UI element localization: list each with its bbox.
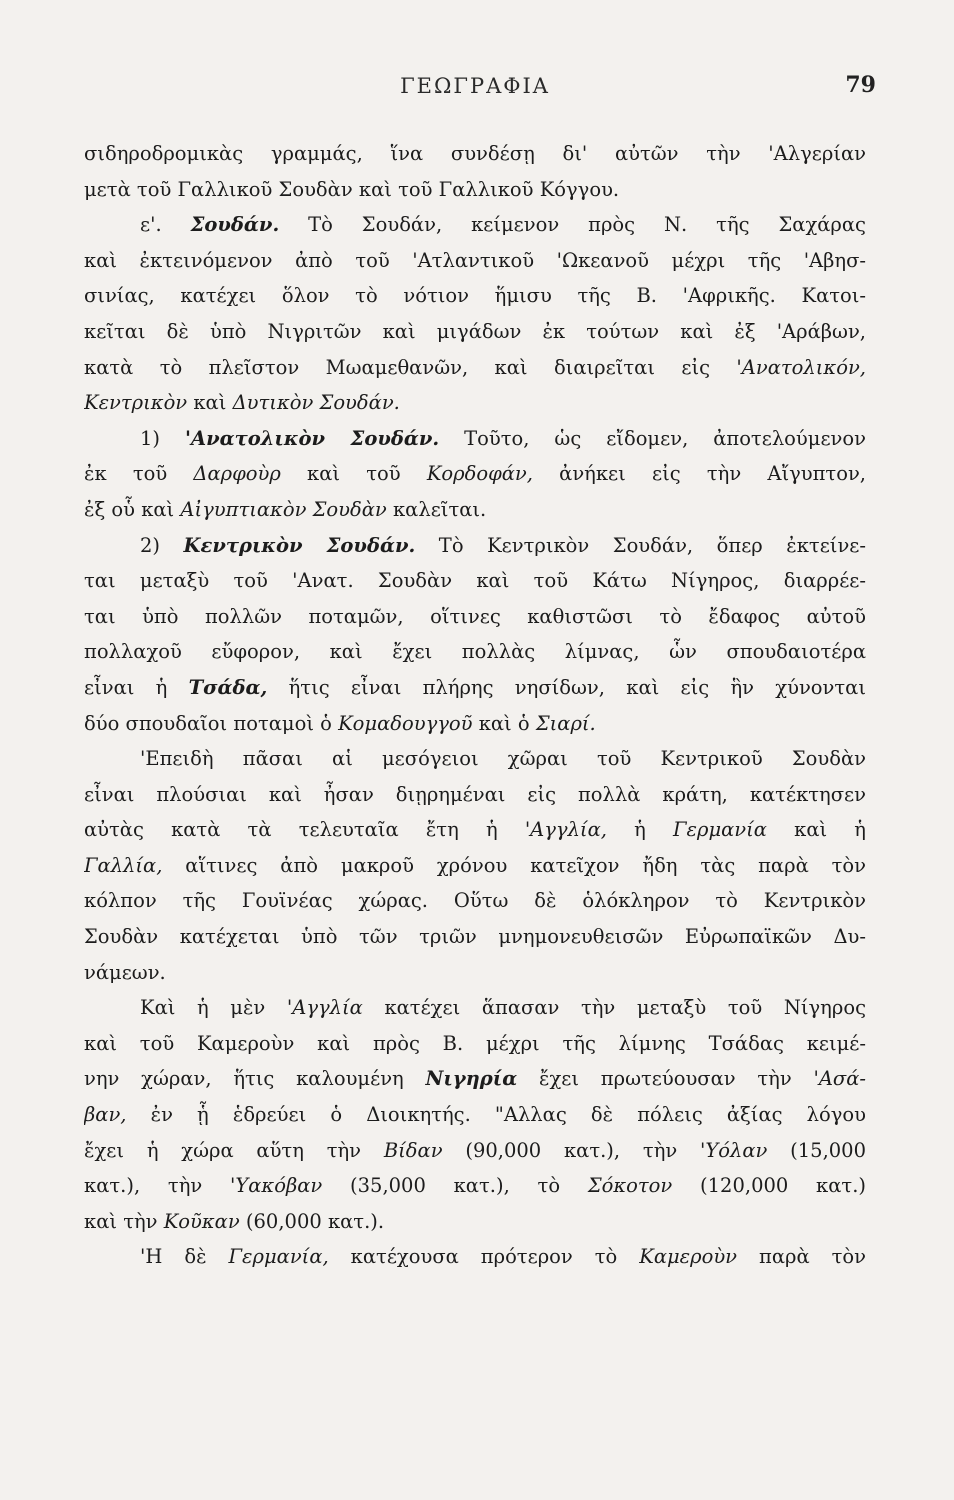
text-line: [84, 492, 866, 528]
text-line: [84, 670, 866, 706]
text-run: 'Αγγλία,: [524, 818, 607, 842]
text-line: [84, 136, 866, 172]
text-run: καὶ ἡ: [766, 818, 866, 842]
text-line: [84, 563, 866, 599]
text-run: σινίας, κατέχει ὅλον τὸ νότιον ἥμισυ τῆς Β. 'Αφρικῆς. Κατοι-: [84, 284, 866, 308]
text-line: [84, 777, 866, 813]
text-run: Γαλλία,: [84, 853, 163, 877]
text-run: 'Ασά-: [813, 1067, 866, 1091]
text-run: καὶ τοῦ: [280, 462, 427, 486]
text-run: (120,000 κατ.): [672, 1174, 866, 1198]
text-run: ἔχει πρωτεύουσαν τὴν: [517, 1067, 814, 1091]
text-run: αὐτὰς κατὰ τὰ τελευταῖα ἔτη ἡ: [84, 818, 525, 842]
text-line: [84, 1239, 866, 1275]
text-line: [84, 243, 866, 279]
text-line: [84, 207, 866, 243]
text-run: ἐν ᾗ ἑδρεύει ὁ Διοικητής. "Αλλας δὲ πόλεις ἀξίας λόγου: [126, 1103, 866, 1127]
text-line: [84, 741, 866, 777]
text-run: ἡ: [606, 818, 673, 842]
text-run: ἔχει ἡ χώρα αὕτη τὴν: [84, 1138, 384, 1162]
text-run: Τὸ Κεντρικὸν Σουδάν, ὅπερ ἐκτείνε-: [415, 533, 866, 557]
text-run: Κεντρικὸν: [84, 391, 188, 415]
text-run: παρὰ τὸν: [737, 1245, 866, 1269]
text-line: [84, 172, 866, 208]
text-line: [84, 955, 866, 991]
text-run: Τὸ Σουδάν, κείμενον πρὸς Ν. τῆς Σαχάρας: [279, 213, 866, 237]
text-run: ἥτις εἶναι πλήρης νησίδων, καὶ εἰς ἣν χύνονται: [267, 675, 866, 699]
text-line: [84, 350, 866, 386]
text-line: [84, 278, 866, 314]
text-run: 1): [140, 426, 185, 450]
text-run: Κορδοφάν,: [426, 462, 533, 486]
text-run: (60,000 κατ.).: [239, 1209, 385, 1233]
text-line: [84, 1168, 866, 1204]
text-run: ἐξ οὗ καὶ: [84, 497, 181, 521]
text-line: [84, 634, 866, 670]
text-run: Βίδαν: [383, 1138, 443, 1162]
text-run: Αἰγυπτιακὸν Σουδὰν: [180, 497, 387, 521]
text-run: Σουδάν.: [190, 213, 280, 237]
text-run: Σόκοτον: [587, 1174, 673, 1198]
text-run: νην χώραν, ἥτις καλουμένη: [84, 1067, 426, 1091]
header-title: ΓΕΩΓΡΑΦΙΑ: [400, 74, 550, 98]
text-line: [84, 919, 866, 955]
text-run: εἶναι ἡ: [84, 675, 189, 699]
text-run: εἶναι πλούσιαι καὶ ἦσαν διῃρημέναι εἰς πολλὰ κράτη, κατέκτησεν: [84, 782, 866, 806]
text-run: ε'.: [140, 213, 191, 237]
text-run: Δυτικὸν Σουδάν.: [232, 391, 400, 415]
text-body: [84, 136, 866, 1275]
text-run: καλεῖται.: [386, 497, 487, 521]
text-run: βαν,: [84, 1103, 127, 1127]
text-run: Κομαδουγγοῦ: [338, 711, 473, 735]
text-run: 'Υόλαν: [700, 1138, 768, 1162]
text-run: νάμεων.: [84, 960, 166, 984]
text-run: 'Αγγλία: [286, 996, 363, 1020]
text-line: [84, 421, 866, 457]
text-line: [84, 456, 866, 492]
text-run: Τοῦτο, ὡς εἴδομεν, ἀποτελούμενον: [439, 426, 866, 450]
text-run: σιδηροδρομικὰς γραμμάς, ἵνα συνδέσῃ δι' αὐτῶν τὴν 'Αλγερίαν: [84, 142, 866, 165]
text-run: καὶ ἐκτεινόμενον ἀπὸ τοῦ 'Ατλαντικοῦ 'Ωκεανοῦ μέχρι τῆς 'Αβησ-: [84, 248, 866, 272]
text-run: μετὰ τοῦ Γαλλικοῦ Σουδὰν καὶ τοῦ Γαλλικοῦ Κόγγου.: [84, 177, 620, 201]
text-run: 'Υακόβαν: [230, 1174, 323, 1198]
text-line: [84, 883, 866, 919]
text-run: Γερμανία,: [228, 1245, 329, 1269]
text-run: 'Ανατολικόν,: [736, 355, 866, 379]
text-run: Καμεροὺν: [639, 1245, 738, 1269]
text-run: κατέχει ἅπασαν τὴν μεταξὺ τοῦ Νίγηρος: [362, 996, 866, 1020]
text-run: Κεντρικὸν Σουδάν.: [183, 533, 416, 557]
text-run: (90,000 κατ.), τὴν: [442, 1138, 701, 1162]
text-run: 'Επειδὴ πᾶσαι αἱ μεσόγειοι χῶραι τοῦ Κεντρικοῦ Σουδὰν: [140, 747, 866, 771]
text-run: Γερμανία: [672, 818, 767, 842]
text-line: [84, 1204, 866, 1240]
text-line: [84, 314, 866, 350]
text-run: καὶ τοῦ Καμεροὺν καὶ πρὸς Β. μέχρι τῆς λίμνης Τσάδας κειμέ-: [84, 1031, 866, 1055]
text-run: καὶ τὴν: [84, 1209, 164, 1233]
text-line: [84, 599, 866, 635]
text-run: 'Ανατολικὸν Σουδάν.: [184, 426, 440, 450]
text-run: καὶ ὁ: [472, 711, 536, 735]
text-run: κόλπον τῆς Γουϊνέας χώρας. Οὕτω δὲ ὁλόκληρον τὸ Κεντρικὸν: [84, 889, 866, 913]
text-run: πολλαχοῦ εὔφορον, καὶ ἔχει πολλὰς λίμνας, ὧν σπουδαιοτέρα: [84, 640, 866, 664]
text-run: καὶ: [187, 391, 233, 415]
text-line: [84, 528, 866, 564]
text-line: [84, 1133, 866, 1169]
text-line: [84, 1097, 866, 1133]
text-run: αἵτινες ἀπὸ μακροῦ χρόνου κατεῖχον ἤδη τὰς παρὰ τὸν: [162, 853, 866, 877]
text-run: ται ὑπὸ πολλῶν ποταμῶν, οἵτινες καθιστῶσι τὸ ἔδαφος αὐτοῦ: [84, 604, 866, 628]
text-line: [84, 706, 866, 742]
text-line: [84, 1061, 866, 1097]
text-line: [84, 385, 866, 421]
text-run: κατὰ τὸ πλεῖστον Μωαμεθανῶν, καὶ διαιρεῖται εἰς: [84, 355, 737, 379]
page-number: 79: [845, 72, 876, 98]
text-run: κατέχουσα πρότερον τὸ: [328, 1245, 640, 1269]
text-run: 2): [140, 533, 184, 557]
text-run: Τσάδα,: [188, 675, 268, 699]
text-run: Νιγηρία: [425, 1067, 518, 1091]
text-run: δύο σπουδαῖοι ποταμοὶ ὁ: [84, 711, 339, 735]
text-line: [84, 1026, 866, 1062]
text-line: [84, 812, 866, 848]
text-run: Δαρφοὺρ: [193, 462, 281, 486]
text-run: (35,000 κατ.), τὸ: [322, 1174, 588, 1198]
text-run: ται μεταξὺ τοῦ 'Ανατ. Σουδὰν καὶ τοῦ Κάτω Νίγηρος, διαρρέε-: [84, 569, 866, 593]
text-run: Καὶ ἡ μὲν: [140, 996, 287, 1020]
text-run: Σουδὰν κατέχεται ὑπὸ τῶν τριῶν μνημονευθεισῶν Εὐρωπαϊκῶν Δυ-: [84, 925, 866, 949]
text-run: κατ.), τὴν: [84, 1174, 231, 1198]
running-head: [84, 72, 876, 112]
text-run: ἀνήκει εἰς τὴν Αἴγυπτον,: [532, 462, 866, 486]
text-run: (15,000: [767, 1138, 866, 1162]
text-run: Σιαρί.: [535, 711, 596, 735]
text-line: [84, 848, 866, 884]
text-line: [84, 990, 866, 1026]
text-run: 'Η δὲ: [140, 1245, 229, 1269]
text-run: κεῖται δὲ ὑπὸ Νιγριτῶν καὶ μιγάδων ἐκ τούτων καὶ ἐξ 'Αράβων,: [84, 319, 866, 343]
text-run: ἐκ τοῦ: [84, 462, 194, 486]
text-run: Κοῦκαν: [163, 1209, 240, 1233]
